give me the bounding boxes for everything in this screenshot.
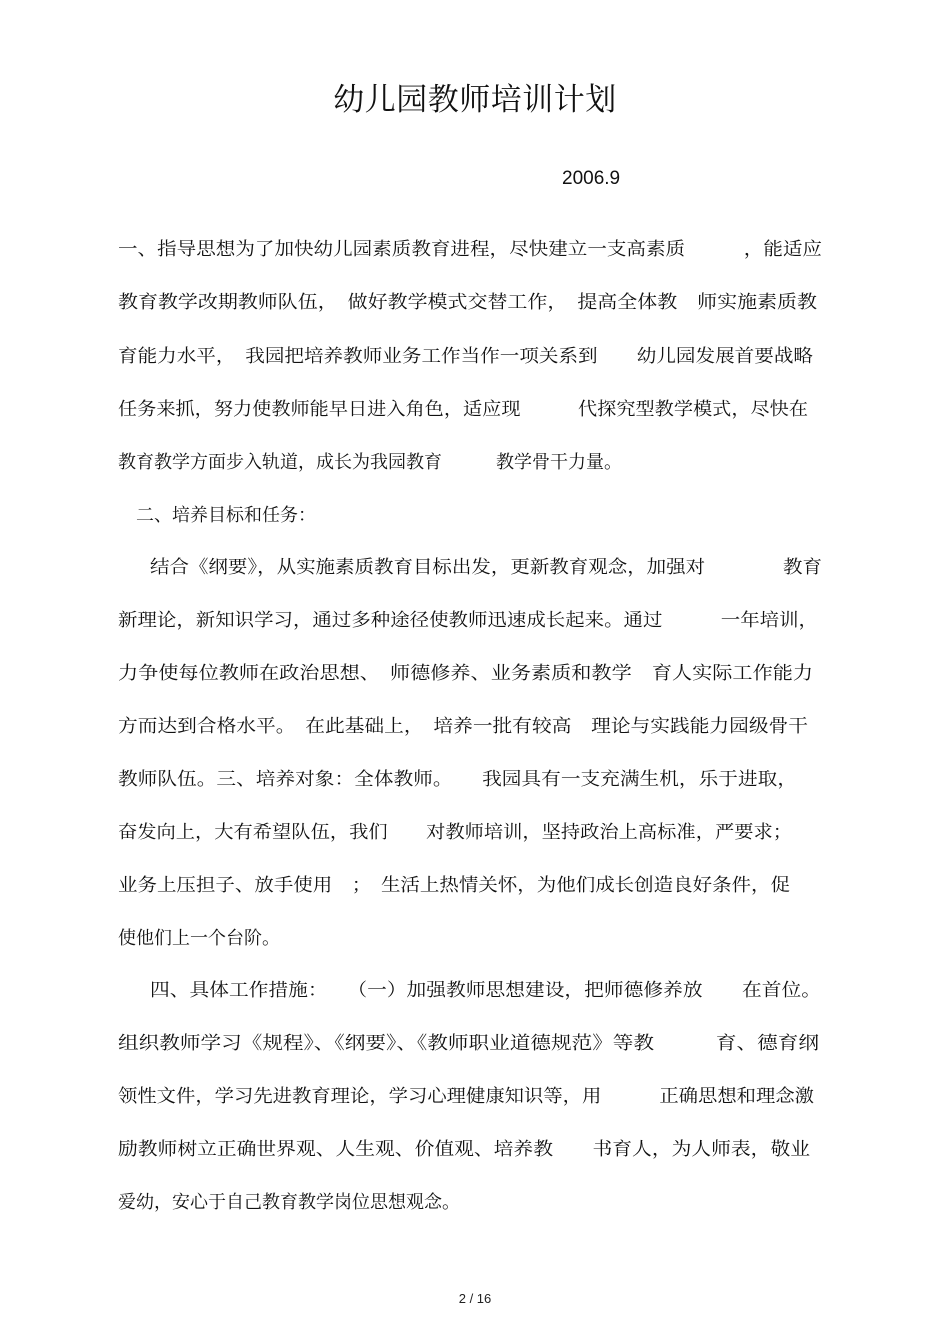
body-line: 一、指导思想为了加快幼儿园素质教育进程，尽快建立一支高素质 ，能适应 xyxy=(118,239,822,260)
body-line: 奋发向上，大有希望队伍，我们 对教师培训，坚持政治上高标准，严要求； xyxy=(118,822,792,843)
body-line: 教师队伍。三、培养对象：全体教师。 我园具有一支充满生机，乐于进取， xyxy=(118,769,798,790)
body-line: 新理论，新知识学习，通过多种途径使教师迅速成长起来。通过 一年培训， xyxy=(118,610,818,631)
body-line: 方而达到合格水平。 在此基础上， 培养一批有较高 理论与实践能力园级骨干 xyxy=(118,716,808,737)
body-line: 组织教师学习《规程》、《纲要》、《教师职业道德规范》等教 育、德育纲 xyxy=(118,1033,819,1054)
document-date: 2006.9 xyxy=(562,168,621,189)
body-line: 育能力水平， 我园把培养教师业务工作当作一项关系到 幼儿园发展首要战略 xyxy=(118,346,813,367)
body-line: 教育教学方面步入轨道，成长为我园教育 教学骨干力量。 xyxy=(118,452,622,473)
body-line: 励教师树立正确世界观、人生观、价值观、培养教 书育人，为人师表，敬业 xyxy=(118,1139,810,1160)
body-line: 教育教学改期教师队伍， 做好教学模式交替工作， 提高全体教 师实施素质教 xyxy=(118,292,817,313)
body-line: 结合《纲要》，从实施素质教育目标出发，更新教育观念，加强对 教育 xyxy=(150,557,822,578)
section-heading: 二、培养目标和任务： xyxy=(136,505,316,526)
body-line: 力争使每位教师在政治思想、 师德修养、业务素质和教学 育人实际工作能力 xyxy=(118,663,814,684)
section-heading: 四、具体工作措施： （一）加强教师思想建设，把师德修养放 在首位。 xyxy=(150,980,821,1001)
body-line: 领性文件，学习先进教育理论，学习心理健康知识等，用 正确思想和理念激 xyxy=(118,1086,815,1107)
body-line: 使他们上一个台阶。 xyxy=(118,928,280,949)
body-line: 业务上压担子、放手使用 ； 生活上热情关怀，为他们成长创造良好条件，促 xyxy=(118,875,790,896)
page-indicator: 2 / 16 xyxy=(458,1291,492,1306)
document-title: 幼儿园教师培训计划 xyxy=(333,82,617,118)
body-line: 任务来抓，努力使教师能早日进入角色，适应现 代探究型教学模式，尽快在 xyxy=(118,399,808,420)
body-line: 爱幼，安心于自己教育教学岗位思想观念。 xyxy=(118,1192,460,1213)
